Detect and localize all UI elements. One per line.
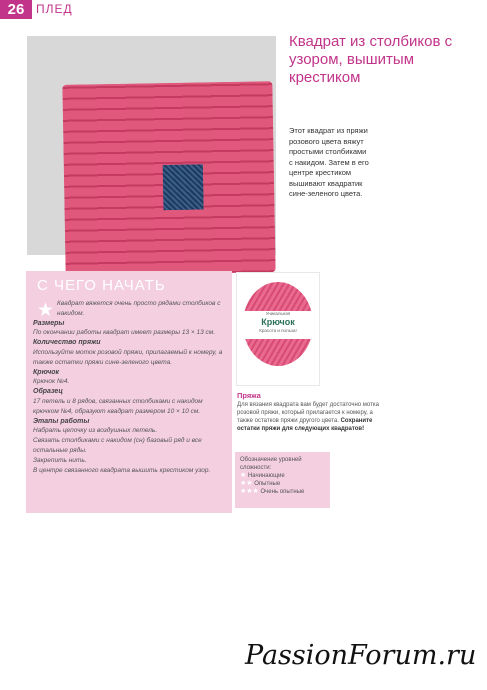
star-icon: ★★★ (240, 488, 259, 495)
level-1 (240, 472, 325, 480)
footer-watermark: PassionForum.ru (245, 640, 477, 671)
star-icon: ★★ (240, 480, 253, 487)
label-brand: Крючок (261, 317, 295, 327)
section-title: ПЛЕД (36, 2, 73, 16)
label-tagline: Красота и польза! (259, 328, 297, 333)
label-small: Уникальная (265, 311, 291, 316)
level-2-label: Опытные (254, 481, 281, 487)
size-text: По окончании работы квадрат имеет размеры 13 × 13 см. (33, 329, 216, 337)
hook-heading: Крючок (33, 368, 60, 376)
yarn-description (237, 401, 390, 433)
yarn-title: Пряжа (237, 391, 261, 400)
yarn-label (241, 311, 315, 339)
square-photo (27, 36, 276, 255)
page-title: Квадрат из столбиков с узором, вышитым крестиком (289, 33, 453, 86)
yarn-heading: Количество пряжи (33, 339, 101, 347)
yarn-photo (236, 272, 320, 386)
sample-text: 17 петель и 8 рядов, связанных столбиками с накидом крючком №4, образуют квадрат размером 10 × 10 см. (33, 397, 203, 415)
star-icon: ★ (240, 472, 247, 479)
level-3-label: Очень опытные (260, 489, 305, 495)
step-3: Закрепить нить. (33, 456, 87, 464)
level-2 (240, 480, 325, 488)
hook-text: Крючок №4. (33, 378, 70, 386)
steps-heading: Этапы работы (33, 417, 90, 425)
start-body (33, 298, 228, 475)
yarn-desc-text: Для вязания квадрата вам будет достаточно мотка розовой пряжи, который прилагается к номеру, а также остатков пряжи другого цвета. (237, 402, 379, 424)
size-heading: Размеры (33, 319, 65, 327)
difficulty-legend (235, 452, 330, 508)
level-3 (240, 488, 325, 496)
level-1-label: Начинающие (247, 473, 285, 479)
intro-text: Этот квадрат из пряжи розового цвета вяжут простыми столбиками с накидом. Затем в его центре крестиком вышивают квадратик сине-зеленого цвета. (289, 126, 369, 198)
crochet-swatch (62, 81, 275, 276)
step-2: Связать столбиками с накидом (сн) базовый ряд и все остальные ряды. (33, 437, 202, 454)
start-heading: С ЧЕГО НАЧАТЬ (37, 277, 166, 294)
step-4: В центре связанного квадрата вышить крестиком узор. (33, 466, 211, 474)
yarn-text: Используйте моток розовой пряжи, прилагаемый к номеру, а также остатки пряжи сине-зеленого цвета. (33, 348, 223, 366)
sample-heading: Образец (33, 388, 63, 396)
yarn-desc-bold: Сохраните остатки пряжи для следующих квадратов! (237, 418, 373, 432)
cross-stitch-motif (163, 164, 204, 210)
lead-text: Квадрат вяжется очень просто рядами столбиков с накидом. (57, 300, 221, 317)
star-icon: ★ (37, 300, 55, 321)
page-number: 26 (0, 0, 32, 19)
levels-title: Обозначение уровней сложности: (240, 457, 302, 471)
step-1: Набрать цепочку из воздушных петель. (33, 427, 158, 435)
start-box (26, 271, 232, 513)
